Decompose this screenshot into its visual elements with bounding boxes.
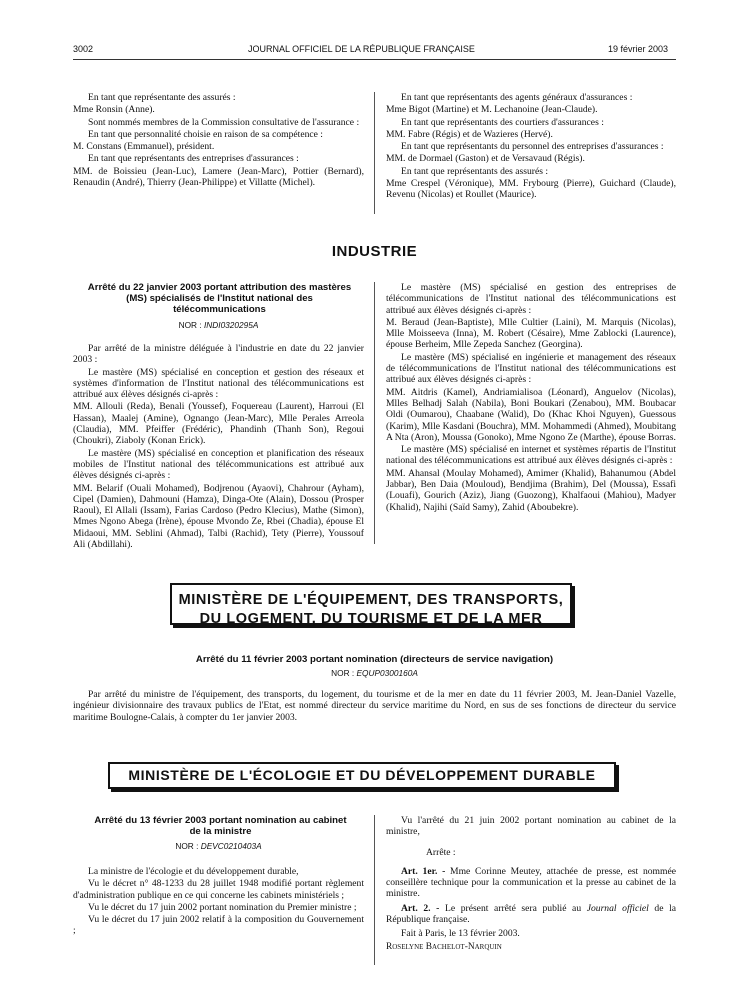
article-text: Mme Corinne Meutey, attachée de presse, est nommée conseillère technique pour la communication et la presse au cabinet de la ministre. [386, 865, 676, 900]
journal-title: JOURNAL OFFICIEL DE LA RÉPUBLIQUE FRANÇAISE [248, 44, 475, 54]
paragraph: MM. Belarif (Ouali Mohamed), Bodjrenou (Ayaovi), Chahrour (Ayham), Cipel (Damien), Dahmouni (Hamza), Dinga-Ote (Alain), Dossou (Prosper Raoul), El Allali (Issam), Farias Cardoso (Pedro Klecius), Mathe (Simon), Mmes Ngono Abega (Irène), épouse Mvondo Ze, Rbei (Chadia), épouse El Midaoui, MM. Seblini (Ahmad), Talbi (Rachid), Tety (Pierre), Youssouf Ali (Abdillahi). [73, 482, 364, 551]
page-number: 3002 [73, 44, 94, 54]
paragraph: En tant que représentante des assurés : [88, 92, 236, 103]
article-2 [386, 903, 676, 926]
paragraph: En tant que personnalité choisie en raison de sa compétence : [88, 128, 323, 140]
paragraph: Sont nommés membres de la Commission consultative de l'assurance : [88, 116, 360, 128]
paragraph: M. Beraud (Jean-Baptiste), Mlle Cultier (Laini), M. Marquis (Nicolas), Mlle Moisseeva (Inna), M. Robert (Césaire), Mme Zablocki (Laurence), épouse Berheim, Mlle Zepeda Sanchez (Georgina). [386, 316, 676, 351]
paragraph: Le mastère (MS) spécialisé en ingénierie et management des réseaux de télécommunications de l'Institut national des télécommunications est attribué aux élèves désignés ci-après : [386, 351, 676, 386]
ecologie-left-column [73, 866, 364, 938]
paragraph: Mme Bigot (Martine) et M. Lechanoine (Jean-Claude). [386, 104, 598, 116]
nor-label: NOR : [178, 320, 202, 330]
paragraph: MM. Allouli (Reda), Benali (Youssef), Foquereau (Laurent), Harroui (El Hassan), Maalej (Amine), Ognango (Jean-Marc), Mlle Perales Arreola (Claudia), MM. Pfeiffer (Frédéric), Phandinh (Thanh Son), Regoui (Choukri), Ziaboly (Konan Erick). [73, 401, 364, 447]
signature: Roselyne Bachelot-Narquin [386, 941, 502, 952]
paragraph: En tant que représentants du personnel des entreprises d'assurances : [401, 141, 664, 153]
paragraph: Mme Ronsin (Anne). [73, 104, 155, 116]
paragraph: Le mastère (MS) spécialisé en conception et planification des réseaux mobiles de l'Institut national des télécommunications est attribué aux élèves désignés ci-après : [73, 447, 364, 482]
paragraph: Le mastère (MS) spécialisé en gestion des entreprises de télécommunications de l'Institut national des télécommunications est attribué aux élèves désignés ci-après : [386, 282, 676, 316]
industrie-right-column [386, 282, 676, 514]
paragraph: MM. de Dormael (Gaston) et de Versavaud (Régis). [386, 153, 585, 165]
ministry-heading-ecologie: MINISTÈRE DE L'ÉCOLOGIE ET DU DÉVELOPPEMENT DURABLE [108, 762, 616, 789]
paragraph: MM. Fabre (Régis) et de Wazieres (Hervé). [386, 128, 553, 140]
fait-a-paris: Fait à Paris, le 13 février 2003. [401, 928, 520, 940]
ministry-heading-equipement [170, 583, 572, 625]
paragraph: En tant que représentants des courtiers d'assurances : [401, 116, 604, 128]
nor-code: EQUP0300160A [356, 668, 418, 678]
top-right-column [386, 92, 676, 202]
nor-reference [73, 841, 364, 851]
nor-code: INDI0320295A [203, 320, 259, 330]
paragraph: Vu l'arrêté du 21 juin 2002 portant nomination au cabinet de la ministre, [386, 815, 676, 838]
article-label: Art. 1er. - [401, 865, 446, 877]
paragraph: Mme Crespel (Véronique), MM. Frybourg (Pierre), Guichard (Claude), Revenu (Nicolas) et Roullet (Maurice). [386, 178, 676, 201]
paragraph: Vu le décret du 17 juin 2002 relatif à la composition du Gouvernement ; [73, 914, 364, 937]
paragraph: MM. Aitdris (Kamel), Andriamialisoa (Léonard), Anguelov (Nicolas), Mlles Belhadj Salah (Nabila), Boni Boukari (Zenabou), MM. Boubacar Oldi (Oumarou), Chaabane (Walid), Do (Khac Khoi Nguyen), Guessous (Karim), Mlle Kasdani (Bouchra), MM. Mohammedi (Ahmed), Moubitang A Nta (Aron), Moussa (Gonoko), Mme Ngono Ze (Marthe), épouse Borras. [386, 386, 676, 443]
nor-reference [73, 668, 676, 678]
section-heading-industrie: INDUSTRIE [331, 243, 418, 260]
nor-code: DEVC0210403A [200, 841, 262, 851]
article-1 [386, 866, 676, 900]
paragraph: Vu le décret du 17 juin 2002 portant nomination du Premier ministre ; [88, 901, 357, 913]
arrete-title: Arrêté du 22 janvier 2003 portant attribution des mastères (MS) spécialisés de l'Institut national des télécommunications [87, 282, 352, 315]
heading-line: MINISTÈRE DE L'ÉQUIPEMENT, DES TRANSPORTS, [178, 592, 564, 608]
top-left-column [73, 92, 364, 189]
article-text: de la République française. [386, 902, 676, 926]
paragraph: En tant que représentants des entreprises d'assurances : [88, 153, 299, 165]
paragraph: Par arrêté du ministre de l'équipement, des transports, du logement, du tourisme et de la mer en date du 11 février 2003, M. Jean-Daniel Vazelle, ingénieur divisionnaire des travaux publics de l'Etat, est nommé directeur du service maritime du Nord, en sus de ses fonctions de directeur du service maritime Boulogne-Calais, à compter du 1er janvier 2003. [73, 689, 676, 723]
nor-reference [73, 320, 364, 330]
header-rule [73, 59, 676, 60]
paragraph: En tant que représentants des agents généraux d'assurances : [401, 92, 633, 103]
paragraph: Vu le décret n° 48-1233 du 28 juillet 1948 modifié portant règlement d'administration publique en ce qui concerne les cabinets ministériels ; [73, 878, 364, 901]
paragraph: En tant que représentants des assurés : [401, 165, 549, 177]
column-divider [374, 815, 375, 965]
industrie-left-column [73, 343, 364, 551]
article-text: Le présent arrêté sera publié au [444, 902, 587, 914]
paragraph: MM. Ahansal (Moulay Mohamed), Amimer (Khalid), Bahanumou (Abdel Jabbar), Ben Daia (Mouloud), Bendjima (Brahim), Del (Moussa), Essafi (Louafi), Gourich (Aziz), Jiang (Guozong), Khalfaoui (Mahiou), Madyer (Khalid), Najihi (Saïd Samy), Zahid (Aboubekre). [386, 467, 676, 513]
nor-label: NOR : [331, 668, 355, 678]
arrete-title: Arrêté du 11 février 2003 portant nomination (directeurs de service navigation) [195, 654, 554, 665]
paragraph: Le mastère (MS) spécialisé en conception et gestion des réseaux et systèmes d'information de l'Institut national des télécommunications est attribué aux élèves désignés ci-après : [73, 366, 364, 401]
equipement-body [73, 689, 676, 724]
arrete-title: Arrêté du 13 février 2003 portant nomination au cabinet de la ministre [94, 815, 347, 837]
heading-line: DU LOGEMENT, DU TOURISME ET DE LA MER [199, 611, 543, 627]
header-date: 19 février 2003 [608, 44, 669, 54]
article-text-italic: Journal officiel [586, 902, 649, 914]
paragraph: M. Constans (Emmanuel), président. [73, 141, 215, 153]
paragraph: La ministre de l'écologie et du développement durable, [88, 866, 299, 877]
paragraph: MM. de Boissieu (Jean-Luc), Lamere (Jean-Marc), Pottier (Bernard), Renaudin (André), Thierry (Jean-Philippe) et Villatte (Michel). [73, 165, 364, 189]
paragraph: Le mastère (MS) spécialisé en internet et systèmes répartis de l'Institut national des télécommunications est attribué aux élèves désignés ci-après : [386, 444, 676, 467]
arrete-word: Arrête : [426, 846, 456, 858]
ecologie-right-column [386, 815, 676, 954]
column-divider [374, 282, 375, 544]
column-divider [374, 92, 375, 214]
paragraph: Par arrêté de la ministre déléguée à l'industrie en date du 22 janvier 2003 : [73, 343, 364, 366]
article-label: Art. 2. - [401, 902, 440, 914]
nor-label: NOR : [175, 841, 199, 851]
